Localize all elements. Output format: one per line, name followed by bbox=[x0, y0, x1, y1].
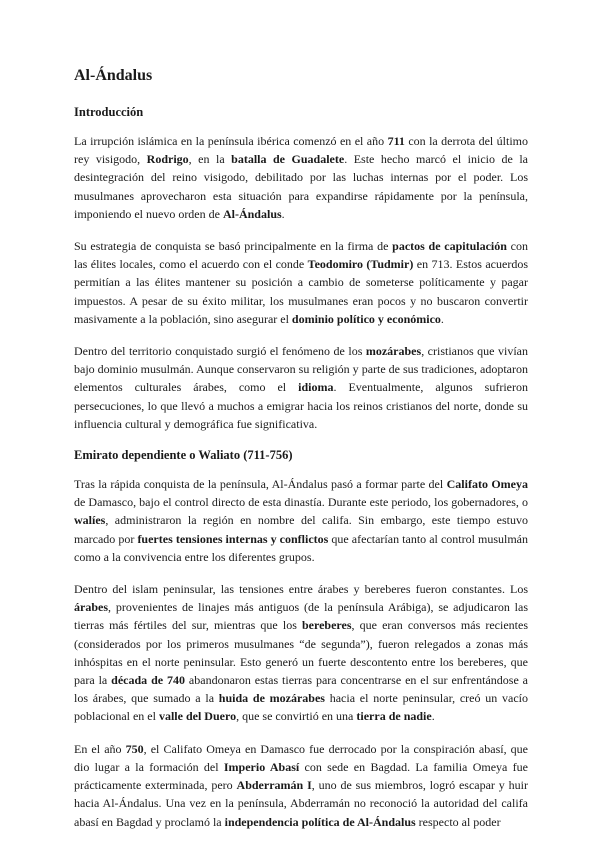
bold-term: árabes bbox=[74, 600, 108, 615]
bold-term: 711 bbox=[387, 134, 405, 148]
bold-term: pactos de capitulación bbox=[392, 239, 507, 254]
paragraph: Su estrategia de conquista se basó principalmente en la firma de pactos de capitulación con las élites locales, como el acuerdo con el conde Teodomiro (Tudmir) en 713. Estos acuerdos permitían a las élites mantener su posición a cambio de someterse políticamente y pagar impuestos. A pesar de su éxito militar, los musulmanes eran pocos y no buscaron convertir masivamente a la población, sino asegurar el dominio político y económico. bbox=[74, 239, 528, 326]
section-emirato-dependiente bbox=[74, 447, 528, 831]
bold-term: tierra de nadie bbox=[356, 709, 432, 724]
bold-term: Imperio Abasí bbox=[223, 759, 300, 774]
bold-term: dominio político y económico bbox=[291, 311, 441, 326]
bold-term: huida de mozárabes bbox=[218, 691, 325, 706]
paragraph: Dentro del islam peninsular, las tensiones entre árabes y bereberes fueron constantes. Los árabes, provenientes de linajes más antiguos (de la península Arábiga), se adjudicaron las tierras más fértiles del sur, mientras que los bereberes, que eran conversos más recientes (considerados por los primeros musulmanes “de segunda”), fueron relegados a zonas más inhóspitas en el norte peninsular. Esto generó un fuerte descontento entre los bereberes, que para la década de 740 abandonaron estas tierras para concentrarse en el sur enfrentándose a los árabes, que sumado a la huida de mozárabes hacia el norte peninsular, creó un vacío poblacional en el valle del Duero, que se convirtió en una tierra de nadie. bbox=[74, 582, 529, 724]
bold-term: Al-Ándalus bbox=[222, 206, 282, 221]
bold-term: mozárabes bbox=[365, 344, 422, 359]
bold-term: batalla de Guadalete bbox=[231, 152, 345, 167]
bold-term: bereberes bbox=[301, 618, 352, 633]
bold-term: Abderramán I bbox=[236, 778, 312, 793]
bold-term: fuertes tensiones internas y conflictos bbox=[137, 531, 329, 546]
section-introduccion bbox=[74, 104, 528, 433]
paragraph: La irrupción islámica en la península ibérica comenzó en el año 711 con la derrota del último rey visigodo, Rodrigo, en la batalla de Guadalete. Este hecho marcó el inicio de la desintegración del reino visigodo, debilitado por las luchas internas por el poder. Los musulmanes aprovecharon esta situación para expandirse rápidamente por la península, imponiendo el nuevo orden de Al-Ándalus. bbox=[74, 134, 528, 221]
bold-term: walíes bbox=[74, 513, 106, 528]
bold-term: valle del Duero bbox=[158, 709, 237, 724]
document-title: Al-Ándalus bbox=[74, 67, 153, 84]
bold-term: década de 740 bbox=[111, 673, 185, 688]
paragraph: Tras la rápida conquista de la península, Al-Ándalus pasó a formar parte del Califato Omeya de Damasco, bajo el control directo de esta dinastía. Durante este periodo, los gobernadores, o walíes, administraron la región en nombre del califa. Sin embargo, este tiempo estuvo marcado por fuertes tensiones internas y conflictos que afectarían tanto al control musulmán como a la convivencia entre los diferentes grupos. bbox=[74, 477, 529, 564]
section-heading: Introducción bbox=[74, 105, 144, 119]
bold-term: independencia política de Al-Ándalus bbox=[224, 814, 416, 829]
section-heading: Emirato dependiente o Waliato (711-756) bbox=[74, 448, 293, 463]
bold-term: idioma bbox=[298, 380, 334, 395]
document-page bbox=[74, 66, 528, 845]
bold-term: Teodomiro (Tudmir) bbox=[307, 257, 414, 272]
paragraph: Dentro del territorio conquistado surgió el fenómeno de los mozárabes, cristianos que vivían bajo dominio musulmán. Aunque conservaron su religión y parte de sus tradiciones, adoptaron elementos culturales árabes, como el idioma. Eventualmente, algunos sufrieron persecuciones, lo que llevó a muchos a emigrar hacia los reinos cristianos del norte, donde su influencia cultural y demográfica fue significativa. bbox=[74, 344, 528, 431]
bold-term: 750 bbox=[125, 741, 144, 756]
bold-term: Rodrigo bbox=[146, 152, 189, 167]
paragraph: En el año 750, el Califato Omeya en Damasco fue derrocado por la conspiración abasí, que dio lugar a la formación del Imperio Abasí con sede en Bagdad. La familia Omeya fue prácticamente exterminada, pero Abderramán I, uno de sus miembros, logró escapar y huir hacia Al-Ándalus. Una vez en la península, Abderramán no reconoció la autoridad del califa abasí en Bagdad y proclamó la independencia política de Al-Ándalus respecto al poder bbox=[74, 741, 528, 829]
bold-term: Califato Omeya bbox=[446, 477, 529, 492]
